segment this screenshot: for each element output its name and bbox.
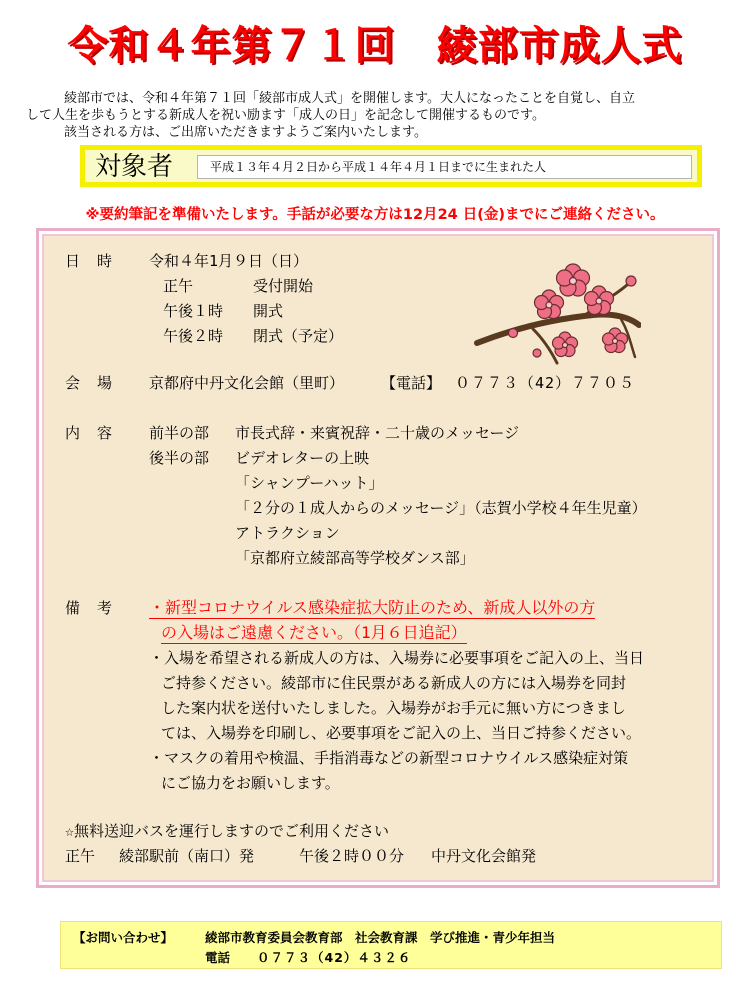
remarks-label: 備 考 xyxy=(65,599,117,617)
attraction-item: 「京都府立綾部高等学校ダンス部」 xyxy=(235,549,475,567)
remarks-red-text-2: の入場はご遠慮ください。（1月６日追記） xyxy=(161,623,467,642)
intro-line-1: 綾部市では、令和４年第７１回「綾部市成人式」を開催します。大人になったことを自覚し、自立 xyxy=(64,91,635,106)
content-label: 内 容 xyxy=(65,424,117,442)
remarks-line-5: ・マスクの着用や検温、手指消毒などの新型コロナウイルス感染症対策 xyxy=(149,749,629,767)
target-box xyxy=(80,145,702,187)
bus-from-1: 綾部駅前（南口）発 xyxy=(119,847,255,865)
attraction-label: アトラクション xyxy=(235,524,340,542)
intro-text xyxy=(26,90,726,141)
venue-phone-label: 【電話】 xyxy=(381,374,442,392)
remarks-red-text-1: ・新型コロナウイルス感染症拡大防止のため、新成人以外の方 xyxy=(149,598,596,617)
contact-label: 【お問い合わせ】 xyxy=(73,930,174,945)
video-2: 「２分の１成人からのメッセージ」（志賀小学校４年生児童） xyxy=(235,499,647,517)
intro-line-3: 該当される方は、ご出席いただきますようご案内いたします。 xyxy=(64,125,427,140)
remarks-line-6: にご協力をお願いします。 xyxy=(161,774,340,792)
schedule-date: 令和４年1月９日（日） xyxy=(149,252,309,270)
schedule-event-3: 閉式（予定） xyxy=(253,327,344,345)
contact-phone: ０７７３（42）４３２６ xyxy=(257,950,412,965)
contact-org: 綾部市教育委員会教育部 社会教育課 学び推進・青少年担当 xyxy=(205,930,556,945)
video-1: 「シャンプーハット」 xyxy=(235,474,384,492)
contact-phone-label: 電話 xyxy=(205,950,231,965)
remarks-line-3: した案内状を送付いたしました。入場券がお手元に無い方につきまし xyxy=(161,699,626,717)
first-part-label: 前半の部 xyxy=(149,424,210,442)
first-part-text: 市長式辞・来賓祝辞・二十歳のメッセージ xyxy=(235,424,520,442)
bus-notice: ☆無料送迎バスを運行しますのでご利用ください xyxy=(65,822,390,840)
schedule-time-2: 午後１時 xyxy=(163,302,224,320)
bus-time-1: 正午 xyxy=(65,847,96,865)
remarks-line-1: ・入場を希望される新成人の方は、入場券に必要事項をご記入の上、当日 xyxy=(149,649,645,667)
remarks-red-line-2 xyxy=(161,623,467,643)
schedule-time-1: 正午 xyxy=(163,277,194,295)
target-label: 対象者 xyxy=(95,152,174,182)
schedule-label: 日 時 xyxy=(65,252,117,270)
remarks-line-2: ご持参ください。綾部市に住民票がある新成人の方には入場券を同封 xyxy=(161,674,627,692)
second-part-text: ビデオレターの上映 xyxy=(235,449,370,467)
remarks-red-line-1 xyxy=(149,598,595,618)
schedule-time-3: 午後２時 xyxy=(163,327,224,345)
bus-from-2: 中丹文化会館発 xyxy=(431,847,537,865)
remarks-line-4: ては、入場券を印刷し、必要事項をご記入の上、当日ご持参ください。 xyxy=(161,724,642,742)
venue-place: 京都府中丹文化会館（里町） xyxy=(149,374,345,392)
venue-label: 会 場 xyxy=(65,374,117,392)
sign-language-notice: ※要約筆記を準備いたします。手話が必要な方は12月24 日(金)までにご連絡ください。 xyxy=(85,207,665,223)
schedule-event-2: 開式 xyxy=(253,302,284,320)
target-text: 平成１３年４月２日から平成１４年４月１日までに生まれた人 xyxy=(197,155,692,179)
venue-phone: ０７７３（42）７７０５ xyxy=(455,374,636,392)
bus-time-2: 午後２時００分 xyxy=(299,847,405,865)
second-part-label: 後半の部 xyxy=(149,449,210,467)
details-frame xyxy=(36,228,720,888)
contact-box xyxy=(60,921,722,969)
schedule-event-1: 受付開始 xyxy=(253,277,314,295)
page-title: 令和４年第７１回 綾部市成人式 xyxy=(67,23,683,69)
plum-blossom-branch-icon xyxy=(473,259,641,379)
intro-line-2: して人生を歩もうとする新成人を祝い励ます「成人の日」を記念して開催するものです。 xyxy=(26,108,545,123)
